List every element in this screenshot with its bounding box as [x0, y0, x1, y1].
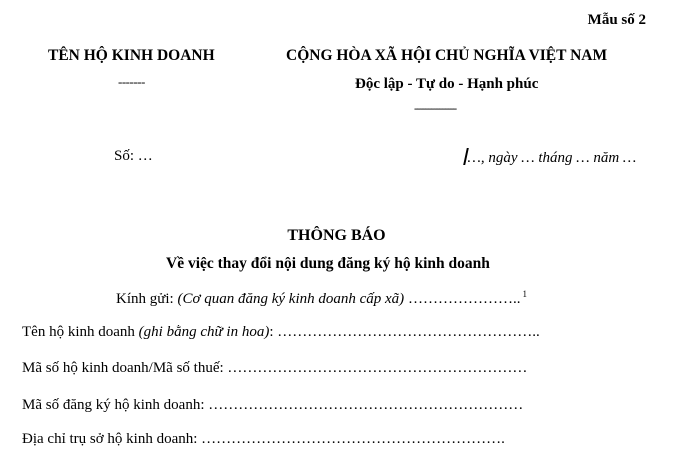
notice-subtitle: Về việc thay đổi nội dung đăng ký hộ kinh doanh: [166, 255, 490, 272]
national-motto: Độc lập - Tự do - Hạnh phúc: [355, 76, 539, 92]
notice-title: THÔNG BÁO: [287, 227, 386, 244]
business-name-field: [22, 324, 540, 341]
republic-title: CỘNG HÒA XÃ HỘI CHỦ NGHĨA VIỆT NAM: [286, 47, 608, 64]
tax-code-dots[interactable]: ……………………………………………………: [227, 360, 528, 376]
date-line[interactable]: [465, 148, 636, 167]
recipient-hint: (Cơ quan đăng ký kinh doanh cấp xã): [177, 291, 405, 307]
business-name-divider: -------: [118, 74, 145, 89]
recipient-label: Kính gửi:: [116, 291, 174, 307]
business-name-header: TÊN HỘ KINH DOANH: [48, 47, 215, 64]
address-label: Địa chỉ trụ sở hộ kinh doanh:: [22, 431, 202, 447]
recipient-dots[interactable]: …………………..: [407, 291, 521, 307]
business-name-hint: (ghi bằng chữ in hoa): [138, 324, 270, 340]
date-line-text: …, ngày … tháng … năm …: [467, 150, 637, 166]
address-field: [22, 431, 505, 448]
recipient-line: [116, 289, 527, 308]
registration-code-dots[interactable]: ………………………………………………………: [208, 397, 524, 413]
footnote-marker[interactable]: 1: [522, 289, 527, 299]
address-dots[interactable]: …………………………………………………….: [201, 431, 505, 447]
motto-divider: ---------------: [414, 101, 456, 115]
tax-code-label: Mã số hộ kinh doanh/Mã số thuế:: [22, 360, 228, 376]
tax-code-field: [22, 360, 527, 377]
document-number: Số: …: [114, 148, 153, 164]
form-number: Mẫu số 2: [587, 12, 646, 28]
business-name-label: Tên hộ kinh doanh: [22, 324, 139, 340]
registration-code-field: [22, 397, 523, 414]
business-name-dots[interactable]: : ……………………………………………..: [269, 324, 540, 340]
registration-code-label: Mã số đăng ký hộ kinh doanh:: [22, 397, 209, 413]
